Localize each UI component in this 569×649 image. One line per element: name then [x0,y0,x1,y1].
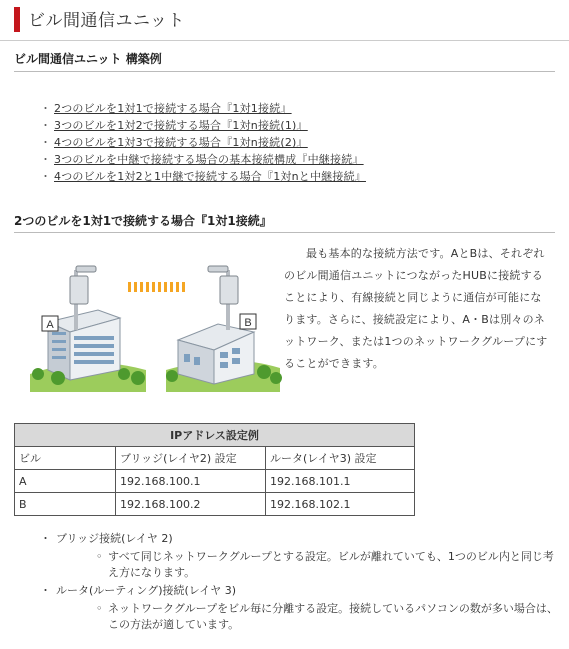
toc-item[interactable] [40,101,366,118]
toc-item[interactable] [40,169,366,186]
table-row [15,493,415,516]
header-bridge: ブリッジ(レイヤ2) 設定 [116,447,266,470]
cell-bridge-ip: 192.168.100.2 [116,493,266,516]
table-row [15,470,415,493]
building-b-label: B [244,317,252,329]
section-divider [14,71,555,72]
toc-link-1ton-relay[interactable]: 4つのビルを1対2と1中継で接続する場合『1対nと中継接続』 [54,170,366,183]
note-label: ブリッジ接続(レイヤ 2) [56,532,173,545]
cell-building: A [15,470,116,493]
ip-address-table [14,423,415,516]
page-title: ビル間通信ユニット [28,11,185,31]
section-title-examples: ビル間通信ユニット 構築例 [14,52,162,66]
building-a [48,310,120,380]
section-divider [14,232,555,233]
note-bridge [40,531,560,581]
toc-link-1ton-2[interactable]: 4つのビルを1対3で接続する場合『1対n接続(2)』 [54,136,308,149]
description-1to1: 最も基本的な接続方法です。AとBは、それぞれのビル間通信ユニットにつながったHUBに接続することにより、有線接続と同じように通信が可能になります。さらに、接続設定により、A・Bは別々のネットワーク、または1つのネットワークグループにすることができます。 [284,247,548,370]
antenna-b [208,266,238,330]
building-b [178,324,254,384]
cell-router-ip: 192.168.101.1 [266,470,415,493]
section-title-1to1: 2つのビルを1対1で接続する場合『1対1接続』 [14,214,272,228]
notes-list [40,531,560,635]
note-detail: ◦ すべて同じネットワークグループとする設定。ビルが離れていても、1つのビル内と同じ考え方になります。 [96,549,560,581]
cell-building: B [15,493,116,516]
header-router: ルータ(レイヤ3) 設定 [266,447,415,470]
page-header [0,0,569,41]
building-a-label: A [46,319,54,331]
note-detail: ◦ ネットワークグループをビル毎に分離する設定。接続しているパソコンの数が多い場合は、この方法が適しています。 [96,601,560,633]
signal-beam [128,282,185,292]
accent-bar [14,7,20,32]
note-label: ルータ(ルーティング)接続(レイヤ 3) [56,584,237,597]
toc-item[interactable] [40,118,366,135]
toc-item[interactable] [40,135,366,152]
table-caption: IPアドレス設定例 [15,424,415,447]
toc-link-relay[interactable]: 3つのビルを中継で接続する場合の基本接続構成『中継接続』 [54,153,364,166]
building-illustration [28,262,283,397]
cell-bridge-ip: 192.168.100.1 [116,470,266,493]
toc-link-1to1[interactable]: 2つのビルを1対1で接続する場合『1対1接続』 [54,102,292,115]
cell-router-ip: 192.168.102.1 [266,493,415,516]
toc-link-1ton-1[interactable]: 3つのビルを1対2で接続する場合『1対n接続(1)』 [54,119,308,132]
toc-item[interactable] [40,152,366,169]
toc-list [40,101,366,186]
table-header-row [15,447,415,470]
header-building: ビル [15,447,116,470]
note-router [40,583,560,633]
